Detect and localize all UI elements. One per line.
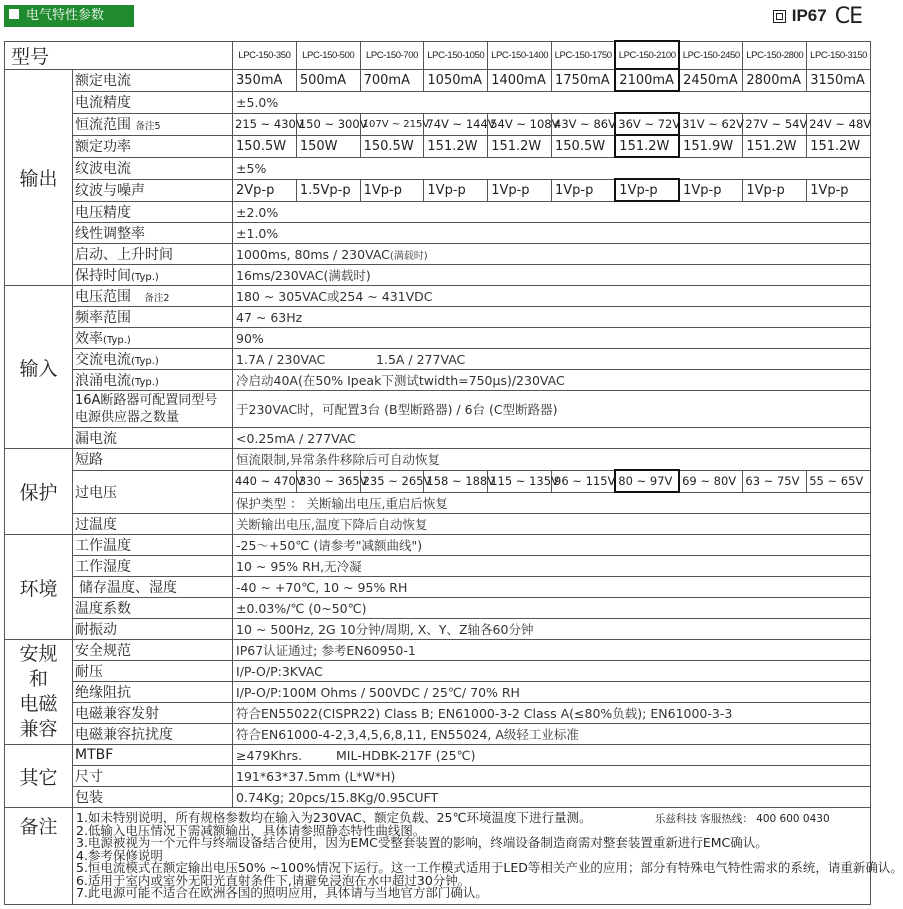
row-label: 过温度 (73, 514, 233, 535)
value-cell: 330 ~ 365V (296, 470, 360, 492)
row-label (73, 265, 233, 286)
row-label: 漏电流 (73, 428, 233, 449)
value-suffix: (满载时) (389, 250, 428, 262)
value-cell: 47 ~ 63Hz (233, 307, 871, 328)
value-cell: 符合EN55022(CISPR22) Class B; EN61000-3-2 Class A(≤80%负载); EN61000-3-3 (233, 703, 871, 724)
table-row (5, 619, 871, 640)
table-row (5, 766, 871, 787)
table-row (5, 223, 871, 244)
value-cell: 158 ~ 188V (424, 470, 488, 492)
row-label: 纹波与噪声 (73, 179, 233, 201)
table-row (5, 370, 871, 391)
row-label-text: 电压范围 (75, 289, 131, 305)
row-label: 耐振动 (73, 619, 233, 640)
table-row (5, 682, 871, 703)
table-row (5, 514, 871, 535)
value-cell: 150W (296, 135, 360, 157)
value-cell: 冷启动40A(在50% Ipeak下测试twidth=750µs)/230VAC (233, 370, 871, 391)
row-label-suffix: (Typ.) (131, 356, 159, 367)
note-line: 4.参考保修说明 (76, 847, 163, 863)
row-label-text: 保持时间 (75, 268, 131, 284)
value-cell: 3150mA (807, 69, 871, 91)
value-cell: 1750mA (552, 69, 616, 91)
group-others: 其它 (5, 745, 73, 808)
value-cell: 180 ~ 305VAC或254 ~ 431VDC (233, 286, 871, 307)
value-cell: 0.74Kg; 20pcs/15.8Kg/0.95CUFT (233, 787, 871, 808)
model-cell-highlighted: LPC-150-2100 (615, 41, 679, 69)
value-cell: 235 ~ 265V (360, 470, 424, 492)
value-cell: ±2.0% (233, 201, 871, 223)
note-ref: 备注5 (135, 121, 161, 132)
value-cell: 74V ~ 144V (424, 113, 488, 135)
note-line: 6.适用于室内或室外无阳光直射条件下,请避免浸泡在水中超过30分钟。 (76, 872, 471, 888)
table-row (5, 556, 871, 577)
table-row (5, 449, 871, 471)
note-line: 5.恒电流模式在额定输出电压50% ~100%情况下运行。这一工作模式适用于LED等相关产业的应用；部分有特殊电气特性需求的系统，请重新确认。 (76, 860, 903, 876)
group-line: 电磁 (19, 693, 58, 715)
row-label-text: 效率 (75, 331, 103, 347)
value-cell (233, 349, 871, 370)
table-row (5, 640, 871, 661)
value-cell: 69 ~ 80V (679, 470, 743, 492)
value-cell-highlighted: 36V ~ 72V (615, 113, 679, 135)
value-cell: <0.25mA / 277VAC (233, 428, 871, 449)
table-row (5, 787, 871, 808)
value-text: 1000ms, 80ms / 230VAC (236, 246, 390, 262)
table-row (5, 135, 871, 157)
value-cell: 27V ~ 54V (743, 113, 807, 135)
table-row (5, 349, 871, 370)
value-cell: 符合EN61000-4-2,3,4,5,6,8,11, EN55024, A级轻工业标准 (233, 724, 871, 745)
row-label: 工作湿度 (73, 556, 233, 577)
model-cell: LPC-150-350 (233, 41, 297, 69)
note-line: 1.如未特别说明，所有规格参数均在输入为230VAC、额定负载、25℃环境温度下进行量测。 (76, 809, 592, 825)
table-row (5, 577, 871, 598)
table-row (5, 307, 871, 328)
row-label: 工作温度 (73, 535, 233, 556)
row-label (73, 349, 233, 370)
value-cell: 16ms/230VAC(满载时) (233, 265, 871, 286)
row-label: MTBF (73, 745, 233, 766)
value-cell: 151.2W (743, 135, 807, 157)
row-label: 启动、上升时间 (73, 244, 233, 265)
value-cell: I/P-O/P:100M Ohms / 500VDC / 25℃/ 70% RH (233, 682, 871, 703)
table-row (5, 703, 871, 724)
value-cell: 于230VAC时，可配置3台 (B型断路器) / 6台 (C型断路器) (233, 391, 871, 428)
value-cell: 96 ~ 115V (552, 470, 616, 492)
group-notes: 备注 (5, 808, 73, 905)
value-cell: 90% (233, 328, 871, 349)
table-row (5, 265, 871, 286)
value-text: 1.5A / 277VAC (376, 351, 466, 367)
value-cell: 700mA (360, 69, 424, 91)
value-cell: 151.2W (807, 135, 871, 157)
row-label: 电磁兼容发射 (73, 703, 233, 724)
value-cell: 54V ~ 108V (488, 113, 552, 135)
row-label-suffix: (Typ.) (131, 272, 159, 283)
row-label: 绝缘阻抗 (73, 682, 233, 703)
value-cell: 24V ~ 48V (807, 113, 871, 135)
value-cell-highlighted: 151.2W (615, 135, 679, 157)
row-label: 电流精度 (73, 91, 233, 113)
row-label: 线性调整率 (73, 223, 233, 244)
value-cell: 55 ~ 65V (807, 470, 871, 492)
value-cell: 150.5W (360, 135, 424, 157)
table-row (5, 179, 871, 201)
group-line: 兼容 (19, 718, 58, 740)
certification-marks (773, 3, 862, 29)
table-row (5, 745, 871, 766)
section-title-text: 电气特性参数 (26, 8, 105, 23)
value-cell: 1Vp-p (552, 179, 616, 201)
model-cell: LPC-150-700 (360, 41, 424, 69)
value-text: 1.7A / 230VAC (236, 351, 326, 367)
model-row (5, 41, 871, 69)
row-label-suffix: (Typ.) (103, 335, 131, 346)
model-cell: LPC-150-1400 (488, 41, 552, 69)
value-cell: 150.5W (233, 135, 297, 157)
value-cell: I/P-O/P:3KVAC (233, 661, 871, 682)
value-cell: 150 ~ 300V (296, 113, 360, 135)
value-cell: 115 ~ 135V (488, 470, 552, 492)
row-label (73, 286, 233, 307)
value-cell: 150.5W (552, 135, 616, 157)
row-label-suffix: (Typ.) (131, 377, 159, 388)
group-input: 输入 (5, 286, 73, 449)
model-cell: LPC-150-1050 (424, 41, 488, 69)
group-environment: 环境 (5, 535, 73, 640)
row-label: 耐压 (73, 661, 233, 682)
value-cell: 43V ~ 86V (552, 113, 616, 135)
row-label: 纹波电流 (73, 157, 233, 179)
model-cell: LPC-150-2450 (679, 41, 743, 69)
value-cell: 350mA (233, 69, 297, 91)
table-row (5, 91, 871, 113)
note-line: 7.此电源可能不适合在欧洲各国的照明应用，具体请与当地官方部门确认。 (76, 885, 488, 901)
table-row (5, 113, 871, 135)
group-line: 和 (28, 668, 48, 690)
row-label: 尺寸 (73, 766, 233, 787)
service-hotline: 乐兹科技 客服热线： 400 600 0430 (655, 813, 830, 825)
value-text: MIL-HDBK-217F (25℃) (336, 747, 476, 763)
model-label: 型号 (5, 41, 233, 69)
value-cell: 2800mA (743, 69, 807, 91)
table-row (5, 391, 871, 428)
note-line: 2.低输入电压情况下需减额输出，具体请参照静态特性曲线图。 (76, 822, 426, 838)
row-label: 包装 (73, 787, 233, 808)
value-cell: 63 ~ 75V (743, 470, 807, 492)
ce-mark: CE (834, 3, 862, 29)
row-label (73, 370, 233, 391)
value-cell: 1Vp-p (488, 179, 552, 201)
row-label (73, 328, 233, 349)
value-cell: 保护类型 ： 关断输出电压,重启后恢复 (233, 492, 871, 514)
double-insulation-icon (773, 10, 786, 23)
value-cell: 107V ~ 215V (360, 113, 424, 135)
row-label: 频率范围 (73, 307, 233, 328)
group-protection: 保护 (5, 449, 73, 535)
table-row (5, 244, 871, 265)
table-row (5, 157, 871, 179)
value-cell: -40 ~ +70℃, 10 ~ 95% RH (233, 577, 871, 598)
value-cell: -25〜+50℃ (请参考"减额曲线") (233, 535, 871, 556)
value-cell: 1Vp-p (360, 179, 424, 201)
value-cell: 2450mA (679, 69, 743, 91)
value-cell-highlighted: 2100mA (615, 69, 679, 91)
value-cell: 1Vp-p (807, 179, 871, 201)
spec-table (4, 40, 903, 905)
model-cell: LPC-150-500 (296, 41, 360, 69)
row-label: 短路 (73, 449, 233, 471)
value-cell: ±1.0% (233, 223, 871, 244)
value-cell: 440 ~ 470V (233, 470, 297, 492)
group-safety-emc (5, 640, 73, 745)
table-row (5, 535, 871, 556)
value-cell-highlighted: 1Vp-p (615, 179, 679, 201)
model-cell: LPC-150-3150 (807, 41, 871, 69)
row-label: 16A断路器可配置同型号电源供应器之数量 (73, 391, 233, 428)
table-row (5, 69, 871, 91)
value-cell: 1.5Vp-p (296, 179, 360, 201)
row-label-text: 恒流范围 (75, 117, 131, 133)
value-cell: 191*63*37.5mm (L*W*H) (233, 766, 871, 787)
table-row (5, 428, 871, 449)
value-text: ≥479Khrs. (236, 747, 303, 763)
group-line: 安规 (19, 643, 58, 665)
value-cell: 恒流限制,异常条件移除后可自动恢复 (233, 449, 871, 471)
table-row (5, 201, 871, 223)
table-row (5, 724, 871, 745)
value-cell: 10 ~ 95% RH,无冷凝 (233, 556, 871, 577)
ip-rating-mark: IP67 (791, 6, 827, 25)
row-label: 电磁兼容抗扰度 (73, 724, 233, 745)
value-cell: 1Vp-p (424, 179, 488, 201)
row-label: 额定电流 (73, 69, 233, 91)
value-cell: 1400mA (488, 69, 552, 91)
value-cell (233, 745, 871, 766)
model-cell: LPC-150-2800 (743, 41, 807, 69)
value-cell: 151.2W (488, 135, 552, 157)
value-cell: ±0.03%/℃ (0~50℃) (233, 598, 871, 619)
value-cell: 2Vp-p (233, 179, 297, 201)
section-title (4, 5, 134, 27)
table-row (5, 286, 871, 307)
table-row (5, 598, 871, 619)
value-cell (233, 244, 871, 265)
table-row (5, 470, 871, 492)
model-cell: LPC-150-1750 (552, 41, 616, 69)
row-label: 温度系数 (73, 598, 233, 619)
value-cell: 10 ~ 500Hz, 2G 10分钟/周期, X、Y、Z轴各60分钟 (233, 619, 871, 640)
value-cell: 1050mA (424, 69, 488, 91)
row-label-text: 交流电流 (75, 352, 131, 368)
value-cell: ±5% (233, 157, 871, 179)
row-label: 电压精度 (73, 201, 233, 223)
value-cell: 31V ~ 62V (679, 113, 743, 135)
title-square-icon (8, 8, 20, 20)
value-cell-highlighted: 80 ~ 97V (615, 470, 679, 492)
row-label-text: 浪涌电流 (75, 373, 131, 389)
row-label: 安全规范 (73, 640, 233, 661)
value-cell: 关断输出电压,温度下降后自动恢复 (233, 514, 871, 535)
value-cell: 500mA (296, 69, 360, 91)
note-ref: 备注2 (144, 293, 170, 304)
row-label (73, 113, 233, 135)
table-row (5, 328, 871, 349)
value-cell: 151.9W (679, 135, 743, 157)
value-cell: 1Vp-p (743, 179, 807, 201)
row-label: 过电压 (73, 470, 233, 514)
value-cell: IP67认证通过; 参考EN60950-1 (233, 640, 871, 661)
value-cell: 1Vp-p (679, 179, 743, 201)
note-line: 3.电源被视为一个元件与终端设备结合使用，因为EMC受整套装置的影响，终端设备制造商需对整套装置重新进行EMC确认。 (76, 835, 768, 851)
value-cell: ±5.0% (233, 91, 871, 113)
table-row (5, 661, 871, 682)
group-output: 输出 (5, 69, 73, 286)
row-label: 额定功率 (73, 135, 233, 157)
row-label: 储存温度、湿度 (73, 577, 233, 598)
value-cell: 151.2W (424, 135, 488, 157)
value-cell: 215 ~ 430V (233, 113, 297, 135)
